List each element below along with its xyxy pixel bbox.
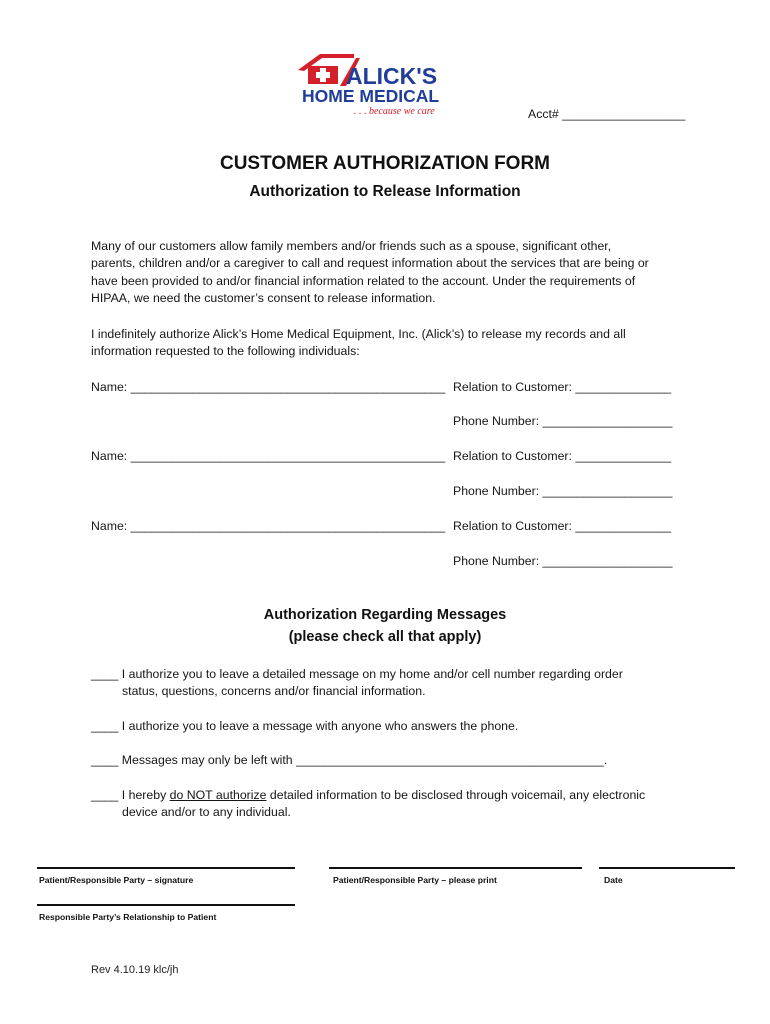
form-subtitle: Authorization to Release Information (249, 183, 521, 200)
message-option-4 (91, 787, 645, 804)
logo-name-line1: ALICK'S (346, 63, 438, 89)
intro-line: parents, children and/or a caregiver to call and request information about the services that are being or (91, 256, 649, 271)
message-option-1-checkbox[interactable]: ____ (91, 667, 119, 681)
message-option-3-checkbox[interactable]: ____ (91, 753, 119, 767)
individual-1-name-field[interactable]: Name: ______________________________________________ (91, 380, 446, 394)
relationship-line[interactable] (37, 904, 295, 906)
message-option-1-text-cont: status, questions, concerns and/or financial information. (122, 684, 426, 698)
intro-line: have been provided to and/or financial information related to the account. Under the requirements of (91, 273, 636, 288)
logo-name-line2: HOME MEDICAL (302, 86, 440, 106)
message-option-1 (91, 666, 623, 683)
individual-3-relation-field[interactable]: Relation to Customer: ______________ (453, 519, 672, 533)
company-logo (296, 50, 472, 116)
relationship-label: Responsible Party’s Relationship to Patient (39, 912, 217, 922)
message-option-4-emphasis: do NOT authorize (169, 788, 267, 802)
print-name-line[interactable] (329, 867, 582, 869)
print-name-label: Patient/Responsible Party – please print (333, 875, 497, 885)
message-option-4-text-cont: device and/or to any individual. (122, 805, 291, 819)
logo-graphic (296, 50, 472, 116)
authorize-line: I indefinitely authorize Alick’s Home Medical Equipment, Inc. (Alick’s) to release my records and all (91, 327, 626, 341)
message-option-3-text[interactable]: Messages may only be left with _____________________________________________. (121, 753, 608, 767)
message-option-4-post: detailed information to be disclosed through voicemail, any electronic (266, 788, 646, 802)
message-option-2 (91, 718, 518, 735)
acct-label: Acct# (528, 107, 559, 121)
date-label: Date (604, 875, 623, 885)
individual-2-relation-field[interactable]: Relation to Customer: ______________ (453, 449, 672, 463)
individual-2-name-field[interactable]: Name: ______________________________________________ (91, 449, 446, 463)
logo-tagline: . . . because we care (354, 106, 435, 116)
individual-3-name-field[interactable]: Name: ______________________________________________ (91, 519, 446, 533)
revision-note: Rev 4.10.19 klc/jh (91, 964, 179, 976)
message-option-1-text: I authorize you to leave a detailed message on my home and/or cell number regarding order (121, 667, 623, 681)
messages-title: Authorization Regarding Messages (263, 607, 507, 623)
signature-label: Patient/Responsible Party – signature (39, 875, 194, 885)
logo-cross-horizontal (316, 72, 330, 78)
individual-2-phone-field[interactable]: Phone Number: ___________________ (453, 484, 673, 498)
individual-1-relation-field[interactable]: Relation to Customer: ______________ (453, 380, 672, 394)
acct-field (528, 106, 685, 123)
message-option-4-pre: I hereby (121, 788, 170, 802)
intro-paragraph (91, 238, 649, 308)
date-line[interactable] (599, 867, 735, 869)
message-option-2-text: I authorize you to leave a message with anyone who answers the phone. (121, 719, 519, 733)
authorize-paragraph (91, 326, 626, 361)
form-title: CUSTOMER AUTHORIZATION FORM (219, 153, 550, 174)
intro-line: HIPAA, we need the customer’s consent to release information. (91, 291, 436, 306)
intro-line: Many of our customers allow family members and/or friends such as a spouse, significant other, (91, 239, 612, 253)
individual-3-phone-field[interactable]: Phone Number: ___________________ (453, 554, 673, 568)
message-option-3 (91, 752, 607, 769)
messages-instruction: (please check all that apply) (288, 629, 482, 645)
message-option-4-checkbox[interactable]: ____ (91, 788, 119, 802)
acct-blank[interactable]: __________________ (562, 107, 686, 121)
authorize-line: information requested to the following individuals: (91, 344, 360, 359)
message-option-2-checkbox[interactable]: ____ (91, 719, 119, 733)
signature-line[interactable] (37, 867, 295, 869)
messages-section-title (0, 604, 770, 648)
individual-1-phone-field[interactable]: Phone Number: ___________________ (453, 414, 673, 428)
